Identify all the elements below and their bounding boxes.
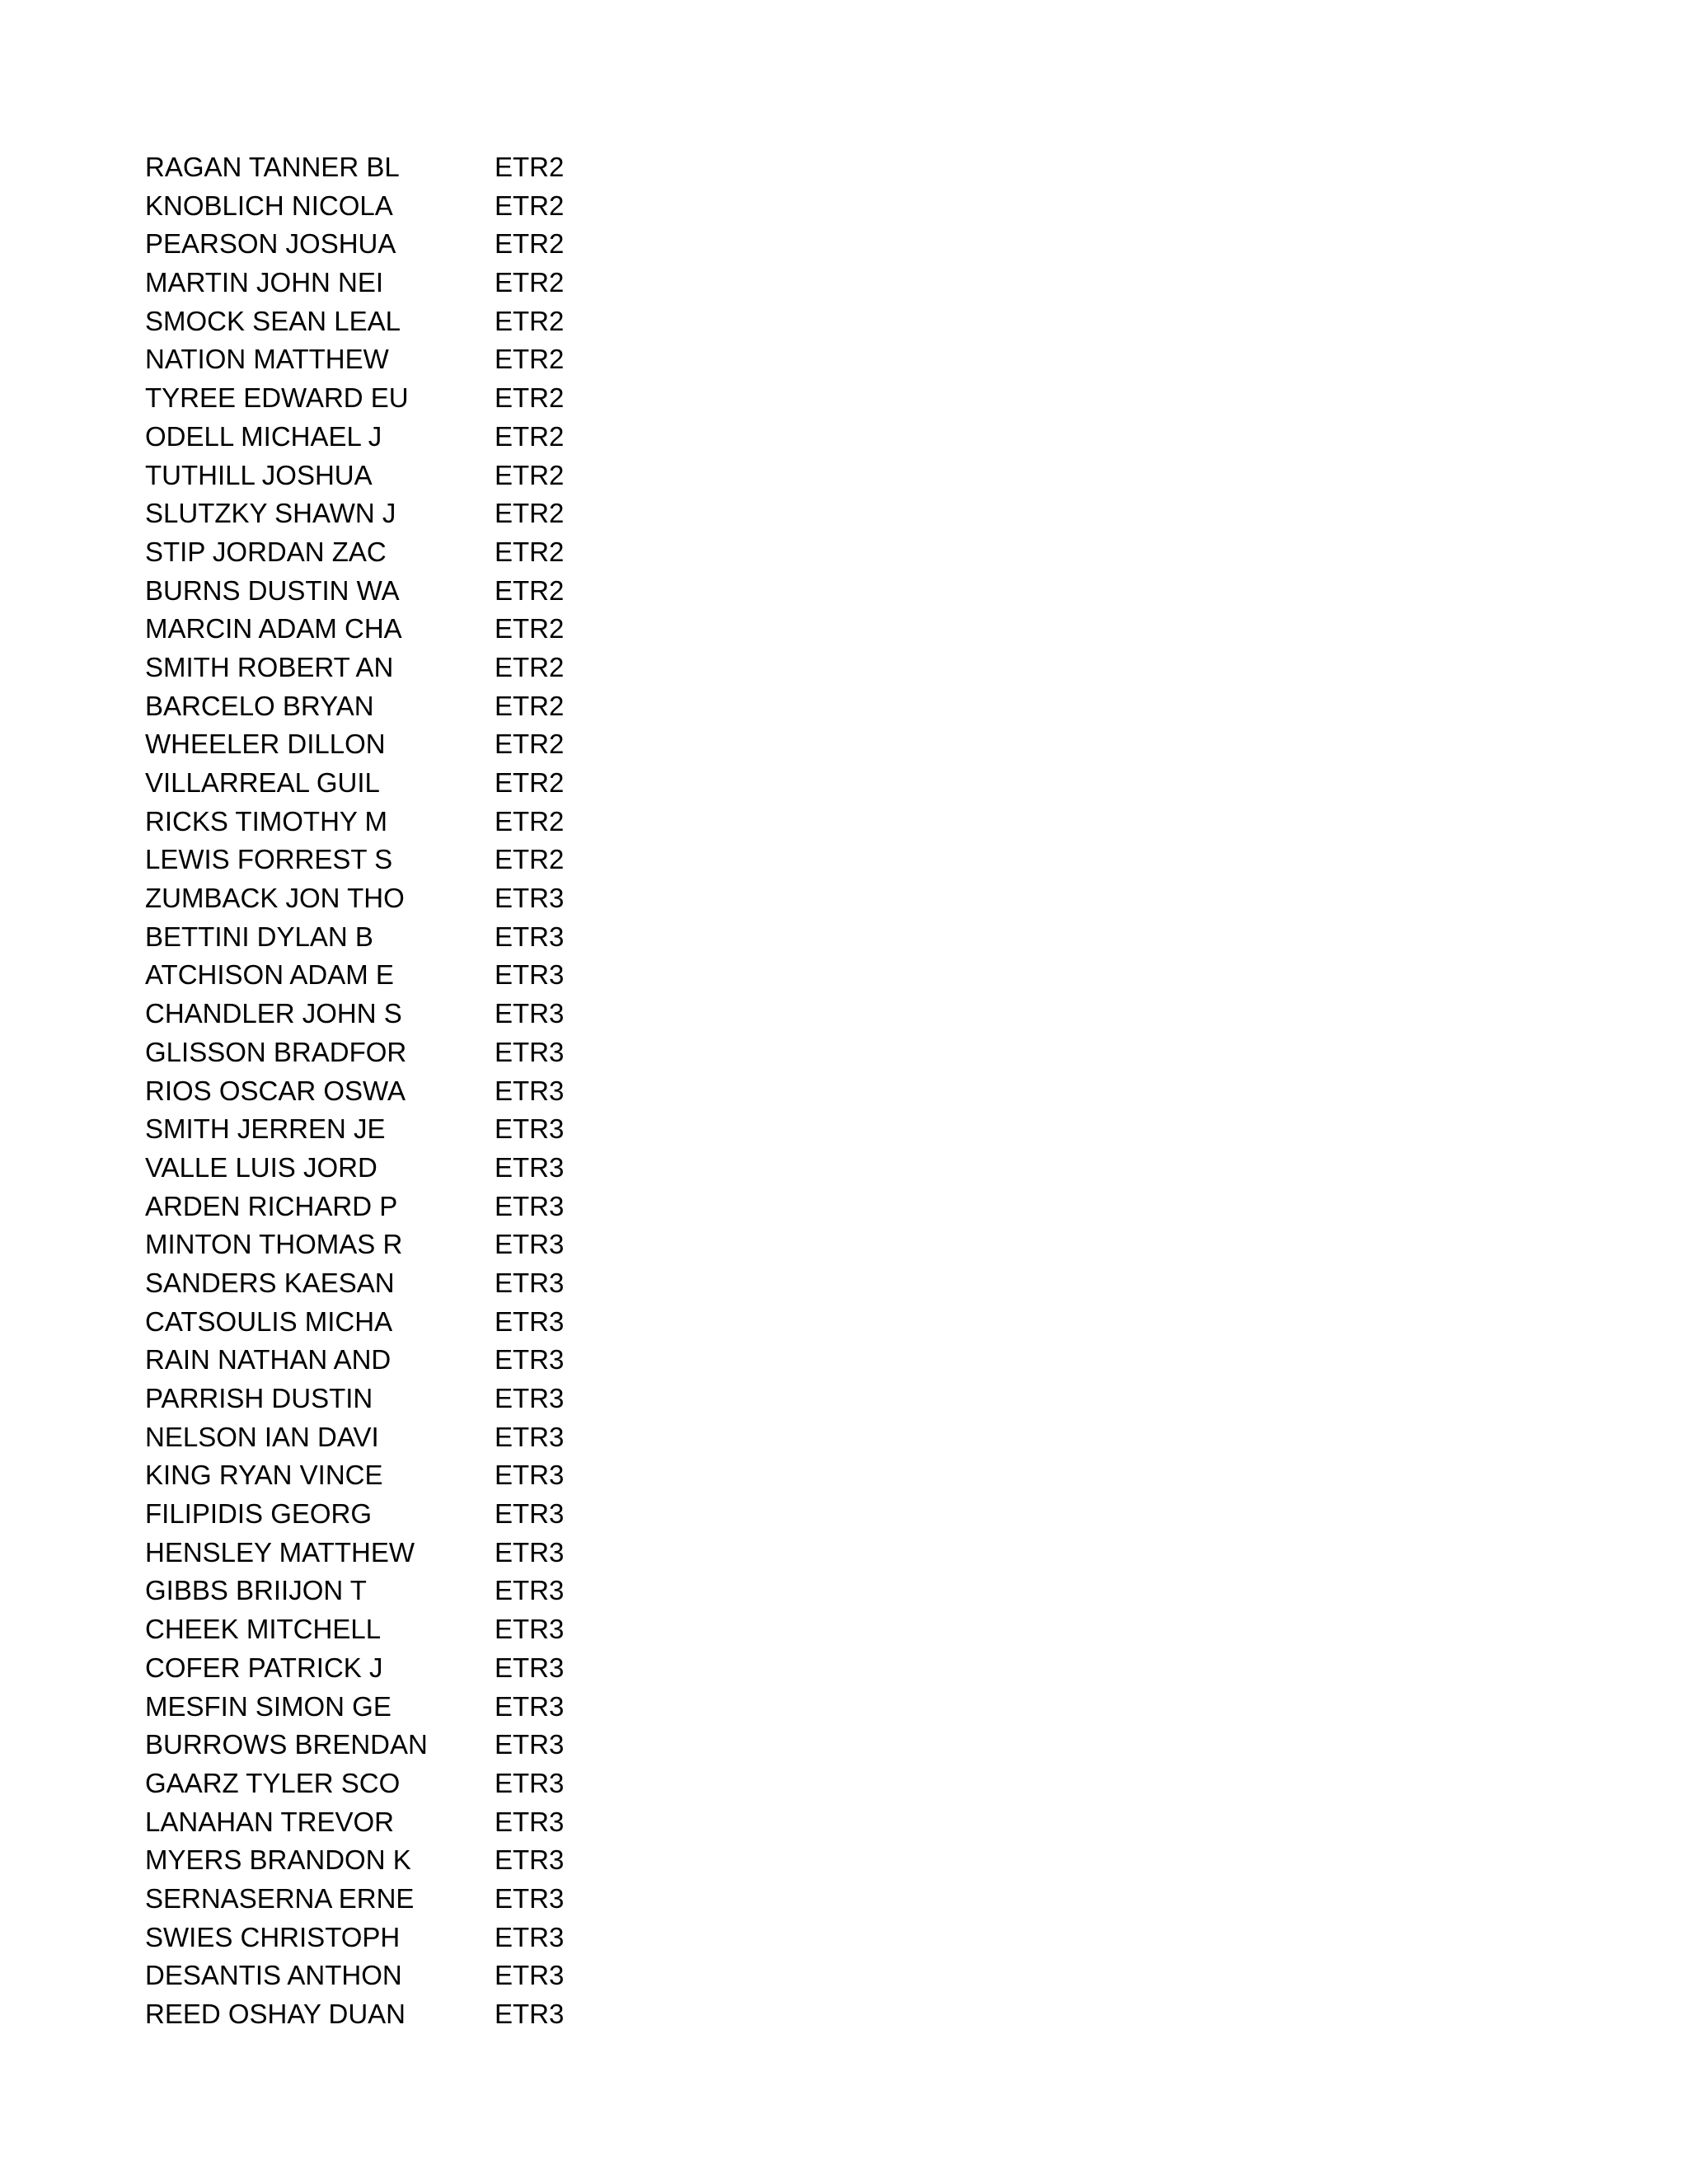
roster-row [145, 918, 722, 957]
member-name: MYERS BRANDON K [145, 1844, 411, 1876]
roster-row [145, 1726, 722, 1765]
roster-row [145, 264, 722, 302]
member-name: SANDERS KAESAN [145, 1267, 395, 1298]
member-name: ODELL MICHAEL J [145, 420, 382, 452]
member-rate: ETR2 [495, 613, 565, 644]
roster-row [145, 1880, 722, 1919]
member-rate: ETR2 [495, 305, 565, 336]
roster-row [145, 225, 722, 264]
member-rate: ETR3 [495, 1075, 565, 1106]
member-rate: ETR2 [495, 498, 565, 529]
roster-row [145, 1303, 722, 1342]
member-rate: ETR2 [495, 344, 565, 375]
member-name: LEWIS FORREST S [145, 844, 393, 875]
roster-row [145, 148, 722, 187]
member-name: TYREE EDWARD EU [145, 382, 409, 414]
roster-row [145, 956, 722, 995]
member-name: HENSLEY MATTHEW [145, 1536, 415, 1568]
roster-row [145, 340, 722, 379]
roster-row [145, 1803, 722, 1842]
roster-row [145, 379, 722, 418]
roster-row [145, 1033, 722, 1072]
member-rate: ETR3 [495, 1882, 565, 1914]
member-rate: ETR2 [495, 844, 565, 875]
member-name: GIBBS BRIIJON T [145, 1575, 367, 1606]
member-name: VALLE LUIS JORD [145, 1151, 377, 1183]
member-rate: ETR3 [495, 998, 565, 1029]
member-rate: ETR2 [495, 536, 565, 567]
member-name: NATION MATTHEW [145, 344, 389, 375]
member-name: SMITH JERREN JE [145, 1113, 386, 1145]
member-rate: ETR3 [495, 1536, 565, 1568]
member-rate: ETR3 [495, 1729, 565, 1760]
member-rate: ETR3 [495, 1344, 565, 1376]
roster-row [145, 1072, 722, 1111]
roster-row [145, 687, 722, 726]
member-name: MARCIN ADAM CHA [145, 613, 402, 644]
member-name: PARRISH DUSTIN [145, 1383, 373, 1413]
member-rate: ETR2 [495, 729, 565, 760]
member-rate: ETR3 [495, 1575, 565, 1606]
member-name: TUTHILL JOSHUA [145, 459, 373, 490]
roster-row [145, 879, 722, 918]
roster-row [145, 649, 722, 687]
member-name: CHANDLER JOHN S [145, 998, 402, 1029]
member-name: REED OSHAY DUAN [145, 1999, 406, 2029]
member-rate: ETR2 [495, 190, 565, 221]
member-rate: ETR3 [495, 1383, 565, 1413]
member-rate: ETR2 [495, 651, 565, 682]
member-rate: ETR3 [495, 1999, 565, 2029]
member-rate: ETR3 [495, 1767, 565, 1798]
roster-row [145, 841, 722, 879]
roster-row [145, 1495, 722, 1534]
roster-row [145, 1380, 722, 1418]
member-rate: ETR3 [495, 1151, 565, 1183]
member-name: DESANTIS ANTHON [145, 1960, 402, 1991]
roster-row [145, 494, 722, 533]
member-name: ZUMBACK JON THO [145, 883, 405, 914]
member-rate: ETR2 [495, 805, 565, 837]
member-rate: ETR3 [495, 959, 565, 991]
roster-row [145, 457, 722, 495]
member-rate: ETR3 [495, 1036, 565, 1067]
member-name: ATCHISON ADAM E [145, 959, 394, 991]
roster-row [145, 995, 722, 1033]
roster-row [145, 187, 722, 226]
member-name: BURNS DUSTIN WA [145, 574, 400, 606]
roster-row [145, 1226, 722, 1264]
roster-row [145, 1418, 722, 1457]
member-name: CHEEK MITCHELL [145, 1614, 382, 1645]
roster-row [145, 1919, 722, 1957]
member-rate: ETR3 [495, 1844, 565, 1876]
member-name: RAIN NATHAN AND [145, 1344, 392, 1376]
member-name: SERNASERNA ERNE [145, 1882, 415, 1914]
member-name: STIP JORDAN ZAC [145, 536, 387, 567]
roster-row [145, 1534, 722, 1572]
member-rate: ETR2 [495, 228, 565, 260]
member-rate: ETR2 [495, 420, 565, 452]
member-rate: ETR2 [495, 767, 565, 798]
roster-row [145, 1649, 722, 1688]
member-name: CATSOULIS MICHA [145, 1305, 393, 1337]
member-name: RIOS OSCAR OSWA [145, 1075, 406, 1106]
roster-row [145, 572, 722, 611]
member-name: MESFIN SIMON GE [145, 1690, 392, 1722]
member-name: MINTON THOMAS R [145, 1229, 403, 1260]
member-name: GAARZ TYLER SCO [145, 1767, 401, 1798]
roster-row [145, 1765, 722, 1803]
member-name: KNOBLICH NICOLA [145, 190, 393, 221]
roster-row [145, 1995, 722, 2034]
member-rate: ETR3 [495, 1960, 565, 1991]
roster-row [145, 725, 722, 764]
member-rate: ETR2 [495, 382, 565, 414]
member-rate: ETR3 [495, 1267, 565, 1298]
roster-row [145, 1841, 722, 1880]
member-name: RAGAN TANNER BL [145, 152, 400, 182]
member-name: VILLARREAL GUIL [145, 767, 380, 798]
member-name: BURROWS BRENDAN [145, 1729, 428, 1760]
roster-row [145, 1264, 722, 1303]
member-rate: ETR2 [495, 267, 565, 298]
roster-row [145, 610, 722, 649]
roster-row [145, 764, 722, 803]
member-name: LANAHAN TREVOR [145, 1806, 394, 1837]
member-name: ARDEN RICHARD P [145, 1190, 398, 1221]
member-name: SMOCK SEAN LEAL [145, 305, 401, 336]
member-name: BETTINI DYLAN B [145, 921, 373, 952]
member-rate: ETR2 [495, 459, 565, 490]
member-rate: ETR3 [495, 1806, 565, 1837]
member-name: SLUTZKY SHAWN J [145, 498, 396, 529]
member-name: GLISSON BRADFOR [145, 1036, 407, 1067]
roster-row [145, 1149, 722, 1188]
roster-row [145, 803, 722, 841]
member-rate: ETR3 [495, 1190, 565, 1221]
member-rate: ETR3 [495, 1421, 565, 1452]
roster-row [145, 533, 722, 572]
member-rate: ETR3 [495, 921, 565, 952]
member-name: FILIPIDIS GEORG [145, 1498, 373, 1530]
member-rate: ETR3 [495, 1690, 565, 1722]
roster-row [145, 302, 722, 341]
member-rate: ETR3 [495, 1305, 565, 1337]
member-rate: ETR2 [495, 690, 565, 721]
roster-row [145, 1188, 722, 1226]
roster-row [145, 1341, 722, 1380]
member-rate: ETR2 [495, 574, 565, 606]
member-rate: ETR3 [495, 1498, 565, 1530]
member-rate: ETR3 [495, 1113, 565, 1145]
roster-row [145, 1110, 722, 1149]
roster-row [145, 1688, 722, 1727]
member-name: RICKS TIMOTHY M [145, 805, 387, 837]
member-name: BARCELO BRYAN [145, 690, 374, 721]
member-rate: ETR3 [495, 1652, 565, 1683]
member-rate: ETR3 [495, 1921, 565, 1952]
member-name: MARTIN JOHN NEI [145, 267, 384, 298]
member-rate: ETR3 [495, 1614, 565, 1645]
member-rate: ETR3 [495, 1460, 565, 1491]
member-name: WHEELER DILLON [145, 729, 386, 760]
member-name: PEARSON JOSHUA [145, 228, 396, 260]
member-name: NELSON IAN DAVI [145, 1421, 379, 1452]
member-name: COFER PATRICK J [145, 1652, 383, 1683]
member-rate: ETR3 [495, 883, 565, 914]
member-rate: ETR3 [495, 1229, 565, 1260]
roster-row [145, 1572, 722, 1610]
roster-row [145, 1456, 722, 1495]
member-name: SWIES CHRISTOPH [145, 1921, 401, 1952]
member-name: SMITH ROBERT AN [145, 651, 394, 682]
roster-row [145, 1610, 722, 1649]
roster-list [145, 148, 722, 2034]
member-rate: ETR2 [495, 152, 565, 182]
roster-row [145, 418, 722, 457]
roster-row [145, 1957, 722, 1995]
member-name: KING RYAN VINCE [145, 1460, 383, 1491]
